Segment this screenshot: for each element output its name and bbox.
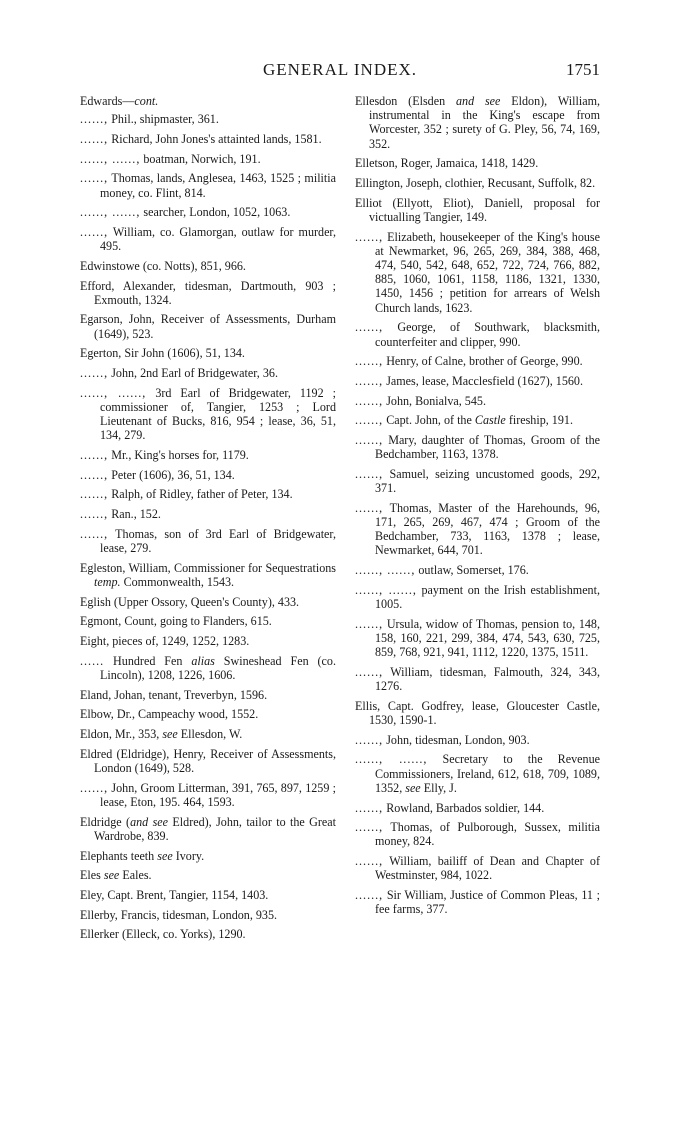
index-entry (80, 112, 336, 126)
entry-text: Eland, Johan, tenant, Treverbyn, 1596. (80, 687, 268, 702)
index-entry (355, 94, 600, 151)
entry-text: payment on the Irish establishment, 1005. (375, 582, 600, 612)
entry-text: William, co. Glamorgan, outlaw for murder, 495. (100, 224, 336, 254)
index-entry (80, 634, 336, 648)
ditto-leader: ......, (355, 466, 384, 481)
entry-italic: temp. (94, 574, 121, 589)
entry-text: John, 2nd Earl of Bridgewater, 36. (108, 366, 278, 381)
index-entry (80, 94, 336, 108)
entry-text: Thomas, son of 3rd Earl of Bridgewater, lease, 279. (100, 526, 336, 556)
entry-text: Sir William, Justice of Common Pleas, 11 ; fee farms, 377. (375, 888, 600, 917)
entry-text-pre: Elephants teeth (80, 848, 158, 863)
index-column-right (355, 94, 600, 922)
index-entry (355, 752, 600, 795)
entry-text: outlaw, Somerset, 176. (415, 563, 529, 578)
index-entry (355, 394, 600, 408)
entry-text: Henry, of Calne, brother of George, 990. (383, 354, 583, 369)
entry-text: Elbow, Dr., Campeachy wood, 1552. (80, 707, 259, 722)
entry-text: Ellesdon, W. (177, 727, 243, 742)
entry-text: Thomas, Master of the Harehounds, 96, 171, 265, 269, 467, 474 ; Groom of the Bedchamber, 733, 1163, 1378 ; lease, Newmarket, 644, 701. (375, 500, 600, 558)
entry-text: Commonwealth, 1543. (120, 574, 235, 589)
entry-text: Egarson, John, Receiver of Assessments, Durham (1649), 523. (80, 312, 336, 341)
entry-text: Ellerby, Francis, tidesman, London, 935. (80, 907, 278, 922)
entry-text: Ellerker (Elleck, co. Yorks), 1290. (80, 927, 246, 942)
entry-text: Mary, daughter of Thomas, Groom of the Bedchamber, 1163, 1378. (375, 433, 600, 462)
index-entry (355, 501, 600, 558)
index-entry (355, 374, 600, 388)
entry-text-pre: Ellesdon (Elsden (355, 94, 456, 108)
entry-text: Eales. (119, 868, 152, 883)
entry-text-pre: Hundred Fen (104, 653, 192, 668)
entry-text: Ivory. (172, 848, 205, 863)
index-entry (80, 527, 336, 555)
entry-italic: and see (455, 94, 501, 108)
entry-text: Elly, J. (420, 780, 457, 795)
index-entry (355, 354, 600, 368)
entry-text-pre: Secretary to the Revenue Commissioners, Ireland, 612, 618, 709, 1089, 1352, (375, 752, 600, 795)
ditto-leader: ......, (355, 820, 384, 835)
entry-text: Edwards— (80, 94, 135, 108)
index-entry (80, 707, 336, 721)
index-entry (355, 733, 600, 747)
index-entry (355, 801, 600, 815)
entry-text: Ran., 152. (108, 507, 161, 522)
index-entry (355, 820, 600, 848)
entry-text: John, Bonialva, 545. (383, 393, 486, 408)
entry-text: Egerton, Sir John (1606), 51, 134. (80, 346, 245, 361)
ditto-leader: ......, (355, 664, 384, 679)
index-entry (80, 312, 336, 340)
index-entry (355, 413, 600, 427)
index-entry (355, 320, 600, 348)
index-entry (80, 205, 336, 219)
index-entry (80, 225, 336, 253)
ditto-leader: ......, ......, (80, 385, 147, 400)
ditto-leader: ......, ......, (355, 752, 428, 767)
entry-text: Thomas, lands, Anglesea, 1463, 1525 ; militia money, co. Flint, 814. (100, 171, 336, 200)
index-entry (355, 563, 600, 577)
index-column-left (80, 94, 336, 947)
entry-italic: alias (191, 653, 215, 668)
index-entry (80, 849, 336, 863)
index-entry (355, 156, 600, 170)
ditto-leader: ......, (80, 366, 109, 381)
index-entry (355, 854, 600, 882)
index-entry (80, 366, 336, 380)
ditto-leader: ......, (355, 354, 384, 369)
index-entry (355, 196, 600, 224)
entry-text: Ralph, of Ridley, father of Peter, 134. (108, 487, 293, 502)
ditto-leader: ......, (80, 487, 109, 502)
page-title: GENERAL INDEX. (262, 60, 418, 79)
ditto-leader: ......, ......, (355, 582, 417, 597)
ditto-leader: ......, (355, 373, 384, 388)
entry-text: Peter (1606), 36, 51, 134. (108, 467, 235, 482)
entry-text: Ellington, Joseph, clothier, Recusant, Suffolk, 82. (355, 176, 596, 191)
index-entry (80, 747, 336, 775)
index-entry (80, 868, 336, 882)
page-number: 1751 (566, 60, 600, 79)
ditto-leader: ......, (80, 448, 109, 463)
entry-text: boatman, Norwich, 191. (140, 151, 261, 166)
index-entry (80, 781, 336, 809)
entry-text: Elizabeth, housekeeper of the King's house at Newmarket, 96, 265, 269, 384, 388, 468, 474, 540, 542, 648, 652, 722, 724, 766, 882, 885, 1060, 1061, 1158, 1186, 1321, 1330, 1450, 1456 ; petition for arrears of Welsh Church lands, 1623. (375, 229, 600, 315)
entry-text: Thomas, of Pulborough, Sussex, militia money, 824. (375, 820, 600, 849)
index-entry (80, 595, 336, 609)
entry-text: Eglish (Upper Ossory, Queen's County), 433. (80, 594, 300, 609)
index-entry (80, 908, 336, 922)
page-header (80, 60, 600, 84)
ditto-leader: ......, ......, (80, 151, 141, 166)
entry-text: John, tidesman, London, 903. (383, 732, 530, 747)
ditto-leader: ......, (80, 526, 109, 541)
entry-text-pre: Eles (80, 868, 104, 883)
index-entry (80, 815, 336, 843)
ditto-leader: ......, (355, 433, 384, 448)
ditto-leader: ......, (355, 393, 384, 408)
entry-text: Eldon), William, instrumental in the King's escape from Worcester, 352 ; surety of G. Pley, 56, 74, 169, 352. (369, 94, 600, 151)
ditto-leader: ......, (355, 500, 384, 515)
entry-text: William, tidesman, Falmouth, 324, 343, 1276. (375, 664, 600, 694)
ditto-leader: ......, (355, 854, 384, 869)
entry-italic: and see (130, 814, 169, 829)
ditto-leader: ......, (355, 320, 384, 335)
entry-italic: see (103, 868, 120, 883)
index-entry (80, 279, 336, 307)
entry-text: fireship, 191. (505, 413, 573, 428)
index-entry (355, 176, 600, 190)
index-entry (80, 888, 336, 902)
entry-text-pre: Eldridge ( (80, 814, 131, 829)
entry-text: Swineshead Fen (co. Lincoln), 1208, 1226, 1606. (100, 653, 336, 682)
entry-text: 3rd Earl of Bridgewater, 1192 ; commissioner of, Tangier, 1253 ; Lord Lieutenant of Bucks, 816, 954 ; lease, 36, 51, 134, 279. (100, 385, 337, 443)
index-entry (355, 467, 600, 495)
entry-text: Elletson, Roger, Jamaica, 1418, 1429. (355, 156, 539, 171)
entry-text: Richard, John Jones's attainted lands, 1581. (108, 131, 322, 146)
entry-text: George, of Southwark, blacksmith, counterfeiter and clipper, 990. (375, 320, 600, 349)
ditto-leader: ......, (355, 888, 384, 903)
ditto-leader: ......, (80, 224, 109, 239)
ditto-leader: ......, (80, 171, 109, 186)
index-entry (80, 346, 336, 360)
index-entry (80, 507, 336, 521)
entry-italic: cont. (134, 94, 159, 108)
index-entry (80, 727, 336, 741)
index-entry (80, 688, 336, 702)
entry-text: Ursula, widow of Thomas, pension to, 148, 158, 160, 221, 299, 384, 474, 543, 630, 725, 859, 768, 921, 941, 1112, 1220, 1375, 1511. (375, 616, 600, 660)
entry-text: Eldred (Eldridge), Henry, Receiver of Assessments, London (1649), 528. (80, 746, 336, 776)
index-entry (355, 230, 600, 315)
ditto-leader: ......, (80, 507, 109, 522)
entry-text: Egmont, Count, going to Flanders, 615. (80, 614, 272, 629)
ditto-leader: ...... (80, 653, 105, 668)
ditto-leader: ......, (355, 229, 384, 244)
ditto-leader: ......, (355, 616, 384, 631)
entry-text: James, lease, Macclesfield (1627), 1560. (383, 373, 583, 388)
entry-italic: see (162, 727, 178, 742)
index-entry (355, 699, 600, 727)
entry-text-pre: Egleston, William, Commissioner for Sequestrations (80, 560, 336, 575)
ditto-leader: ......, ......, (80, 205, 141, 220)
entry-text: William, bailiff of Dean and Chapter of Westminster, 984, 1022. (375, 854, 600, 883)
index-entry (355, 617, 600, 660)
ditto-leader: ......, (80, 131, 109, 146)
index-entry (355, 583, 600, 611)
entry-italic: see (405, 780, 421, 795)
index-entry (80, 614, 336, 628)
index-entry (80, 487, 336, 501)
entry-text: Eight, pieces of, 1249, 1252, 1283. (80, 634, 250, 649)
entry-italic: see (157, 848, 173, 863)
ditto-leader: ......, ......, (355, 563, 416, 578)
index-entry (80, 468, 336, 482)
entry-text: John, Groom Litterman, 391, 765, 897, 1259 ; lease, Eton, 195. 464, 1593. (100, 780, 336, 809)
entry-text: Phil., shipmaster, 361. (108, 112, 219, 127)
ditto-leader: ......, (355, 732, 384, 747)
index-entry (80, 132, 336, 146)
index-entry (80, 171, 336, 199)
index-entry (355, 888, 600, 916)
ditto-leader: ......, (80, 467, 109, 482)
index-entry (80, 927, 336, 941)
entry-text: Eley, Capt. Brent, Tangier, 1154, 1403. (80, 887, 269, 902)
entry-text-pre: Eldon, Mr., 353, (80, 727, 163, 742)
index-entry (80, 152, 336, 166)
entry-italic: Castle (474, 413, 506, 428)
entry-text: searcher, London, 1052, 1063. (140, 205, 291, 220)
entry-text: Rowland, Barbados soldier, 144. (383, 800, 545, 815)
entry-text: Ellis, Capt. Godfrey, lease, Gloucester Castle, 1530, 1590-1. (355, 698, 600, 728)
index-entry (80, 259, 336, 273)
ditto-leader: ......, (80, 112, 109, 127)
index-entry (355, 665, 600, 693)
index-entry (80, 654, 336, 682)
ditto-leader: ......, (355, 413, 384, 428)
ditto-leader: ......, (355, 800, 384, 815)
entry-text: Edwinstowe (co. Notts), 851, 966. (80, 258, 246, 273)
entry-text: Efford, Alexander, tidesman, Dartmouth, 903 ; Exmouth, 1324. (80, 278, 336, 307)
entry-text: Samuel, seizing uncustomed goods, 292, 371. (375, 466, 600, 496)
entry-text-pre: Capt. John, of the (383, 413, 475, 428)
entry-text: Eldred), John, tailor to the Great Wardrobe, 839. (94, 814, 337, 843)
entry-text: Mr., King's horses for, 1179. (108, 448, 249, 463)
entry-text: Elliot (Ellyott, Eliot), Daniell, proposal for victualling Tangier, 149. (355, 195, 600, 224)
index-entry (355, 433, 600, 461)
index-entry (80, 386, 336, 443)
ditto-leader: ......, (80, 780, 109, 795)
index-entry (80, 561, 336, 589)
index-entry (80, 448, 336, 462)
